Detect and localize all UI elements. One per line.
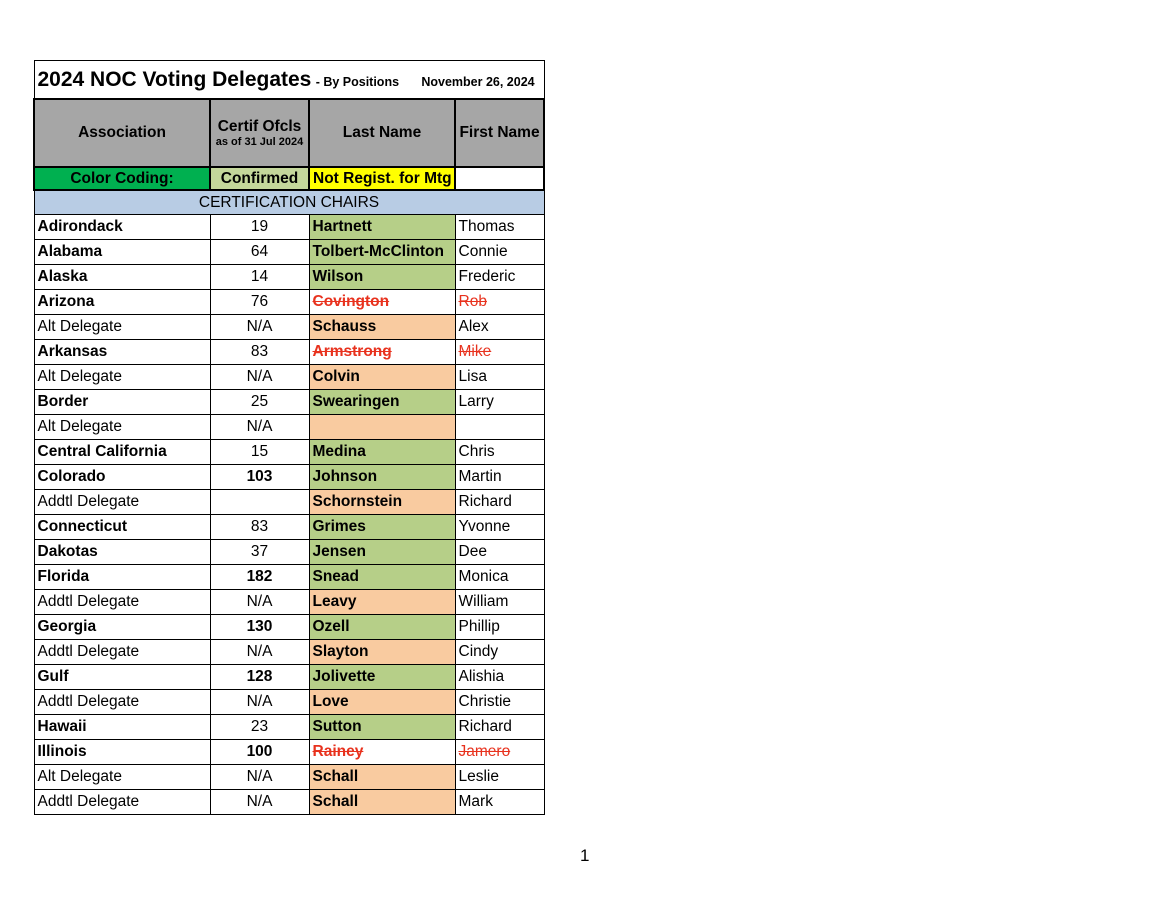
certif-count-cell: 103	[210, 465, 309, 490]
legend-not-registered: Not Regist. for Mtg	[309, 167, 455, 190]
table-row	[34, 765, 544, 790]
first-name-cell: Mark	[455, 790, 544, 815]
table-row	[34, 465, 544, 490]
association-cell: Alt Delegate	[34, 415, 210, 440]
last-name-cell: Hartnett	[309, 215, 455, 240]
first-name-cell: Leslie	[455, 765, 544, 790]
association-cell: Addtl Delegate	[34, 640, 210, 665]
last-name-cell	[309, 415, 455, 440]
association-cell: Addtl Delegate	[34, 690, 210, 715]
certif-count-cell: 37	[210, 540, 309, 565]
table-row	[34, 540, 544, 565]
association-cell: Florida	[34, 565, 210, 590]
title-cell	[34, 61, 544, 100]
last-name-cell: Schall	[309, 790, 455, 815]
first-name-cell: Richard	[455, 490, 544, 515]
table-row	[34, 315, 544, 340]
last-name-cell: Armstrong	[309, 340, 455, 365]
first-name-cell: Frederic	[455, 265, 544, 290]
last-name-cell: Colvin	[309, 365, 455, 390]
association-cell: Connecticut	[34, 515, 210, 540]
last-name-cell: Grimes	[309, 515, 455, 540]
last-name-cell: Jensen	[309, 540, 455, 565]
first-name-cell: Richard	[455, 715, 544, 740]
first-name-cell: Larry	[455, 390, 544, 415]
first-name-cell: Mike	[455, 340, 544, 365]
last-name-cell: Swearingen	[309, 390, 455, 415]
table-row	[34, 590, 544, 615]
last-name-cell: Tolbert-McClinton	[309, 240, 455, 265]
first-name-cell: Yvonne	[455, 515, 544, 540]
table-row	[34, 615, 544, 640]
first-name-cell: Connie	[455, 240, 544, 265]
first-name-cell: Christie	[455, 690, 544, 715]
table-row	[34, 740, 544, 765]
last-name-cell: Johnson	[309, 465, 455, 490]
header-certif-sub: as of 31 Jul 2024	[215, 136, 304, 148]
last-name-cell: Wilson	[309, 265, 455, 290]
first-name-cell: Alishia	[455, 665, 544, 690]
certif-count-cell: 182	[210, 565, 309, 590]
sheet-title: 2024 NOC Voting Delegates	[37, 67, 312, 91]
first-name-cell: Martin	[455, 465, 544, 490]
first-name-cell: William	[455, 590, 544, 615]
association-cell: Arizona	[34, 290, 210, 315]
header-association: Association	[34, 99, 210, 167]
association-cell: Alabama	[34, 240, 210, 265]
association-cell: Addtl Delegate	[34, 790, 210, 815]
last-name-cell: Rainey	[309, 740, 455, 765]
last-name-cell: Medina	[309, 440, 455, 465]
last-name-cell: Slayton	[309, 640, 455, 665]
certif-count-cell: 15	[210, 440, 309, 465]
first-name-cell: Monica	[455, 565, 544, 590]
table-row	[34, 515, 544, 540]
certif-count-cell: 76	[210, 290, 309, 315]
last-name-cell: Love	[309, 690, 455, 715]
certif-count-cell: 64	[210, 240, 309, 265]
last-name-cell: Sutton	[309, 715, 455, 740]
last-name-cell: Schauss	[309, 315, 455, 340]
certif-count-cell: N/A	[210, 640, 309, 665]
table-row	[34, 340, 544, 365]
table-row	[34, 415, 544, 440]
table-row	[34, 715, 544, 740]
association-cell: Gulf	[34, 665, 210, 690]
certif-count-cell: 25	[210, 390, 309, 415]
association-cell: Central California	[34, 440, 210, 465]
certif-count-cell: 83	[210, 340, 309, 365]
header-first-name: First Name	[455, 99, 544, 167]
header-certif	[210, 99, 309, 167]
association-cell: Dakotas	[34, 540, 210, 565]
certif-count-cell: N/A	[210, 315, 309, 340]
certif-count-cell: 19	[210, 215, 309, 240]
table-row	[34, 240, 544, 265]
table-row	[34, 640, 544, 665]
certif-count-cell	[210, 490, 309, 515]
first-name-cell: Phillip	[455, 615, 544, 640]
last-name-cell: Leavy	[309, 590, 455, 615]
association-cell: Alt Delegate	[34, 365, 210, 390]
certif-count-cell: N/A	[210, 790, 309, 815]
table-row	[34, 665, 544, 690]
certif-count-cell: N/A	[210, 590, 309, 615]
table-row	[34, 265, 544, 290]
table-row	[34, 690, 544, 715]
table-row	[34, 215, 544, 240]
association-cell: Illinois	[34, 740, 210, 765]
sheet-subtitle: - By Positions	[315, 74, 400, 89]
table-row	[34, 290, 544, 315]
first-name-cell: Alex	[455, 315, 544, 340]
association-cell: Border	[34, 390, 210, 415]
last-name-cell: Snead	[309, 565, 455, 590]
association-cell: Addtl Delegate	[34, 590, 210, 615]
legend-confirmed: Confirmed	[210, 167, 309, 190]
first-name-cell: Rob	[455, 290, 544, 315]
association-cell: Hawaii	[34, 715, 210, 740]
association-cell: Arkansas	[34, 340, 210, 365]
certif-count-cell: 128	[210, 665, 309, 690]
last-name-cell: Schall	[309, 765, 455, 790]
last-name-cell: Jolivette	[309, 665, 455, 690]
color-coding-label: Color Coding:	[34, 167, 210, 190]
first-name-cell: Lisa	[455, 365, 544, 390]
association-cell: Colorado	[34, 465, 210, 490]
first-name-cell: Jamero	[455, 740, 544, 765]
certif-count-cell: 23	[210, 715, 309, 740]
section-header: CERTIFICATION CHAIRS	[34, 190, 544, 215]
first-name-cell	[455, 415, 544, 440]
association-cell: Georgia	[34, 615, 210, 640]
header-certif-label: Certif Ofcls	[217, 118, 302, 135]
certif-count-cell: N/A	[210, 415, 309, 440]
last-name-cell: Ozell	[309, 615, 455, 640]
table-row	[34, 490, 544, 515]
certif-count-cell: N/A	[210, 365, 309, 390]
sheet-date: November 26, 2024	[421, 74, 535, 89]
certif-count-cell: N/A	[210, 765, 309, 790]
first-name-cell: Dee	[455, 540, 544, 565]
table-row	[34, 390, 544, 415]
first-name-cell: Cindy	[455, 640, 544, 665]
table-row	[34, 565, 544, 590]
association-cell: Adirondack	[34, 215, 210, 240]
header-last-name: Last Name	[309, 99, 455, 167]
table-row	[34, 365, 544, 390]
first-name-cell: Chris	[455, 440, 544, 465]
legend-blank	[455, 167, 544, 190]
certif-count-cell: 14	[210, 265, 309, 290]
certif-count-cell: 130	[210, 615, 309, 640]
association-cell: Alaska	[34, 265, 210, 290]
certif-count-cell: N/A	[210, 690, 309, 715]
last-name-cell: Covington	[309, 290, 455, 315]
association-cell: Alt Delegate	[34, 765, 210, 790]
certif-count-cell: 83	[210, 515, 309, 540]
association-cell: Alt Delegate	[34, 315, 210, 340]
table-row	[34, 440, 544, 465]
last-name-cell: Schornstein	[309, 490, 455, 515]
table-row	[34, 790, 544, 815]
page-number: 1	[580, 846, 590, 865]
delegates-table	[33, 60, 545, 815]
certif-count-cell: 100	[210, 740, 309, 765]
association-cell: Addtl Delegate	[34, 490, 210, 515]
first-name-cell: Thomas	[455, 215, 544, 240]
